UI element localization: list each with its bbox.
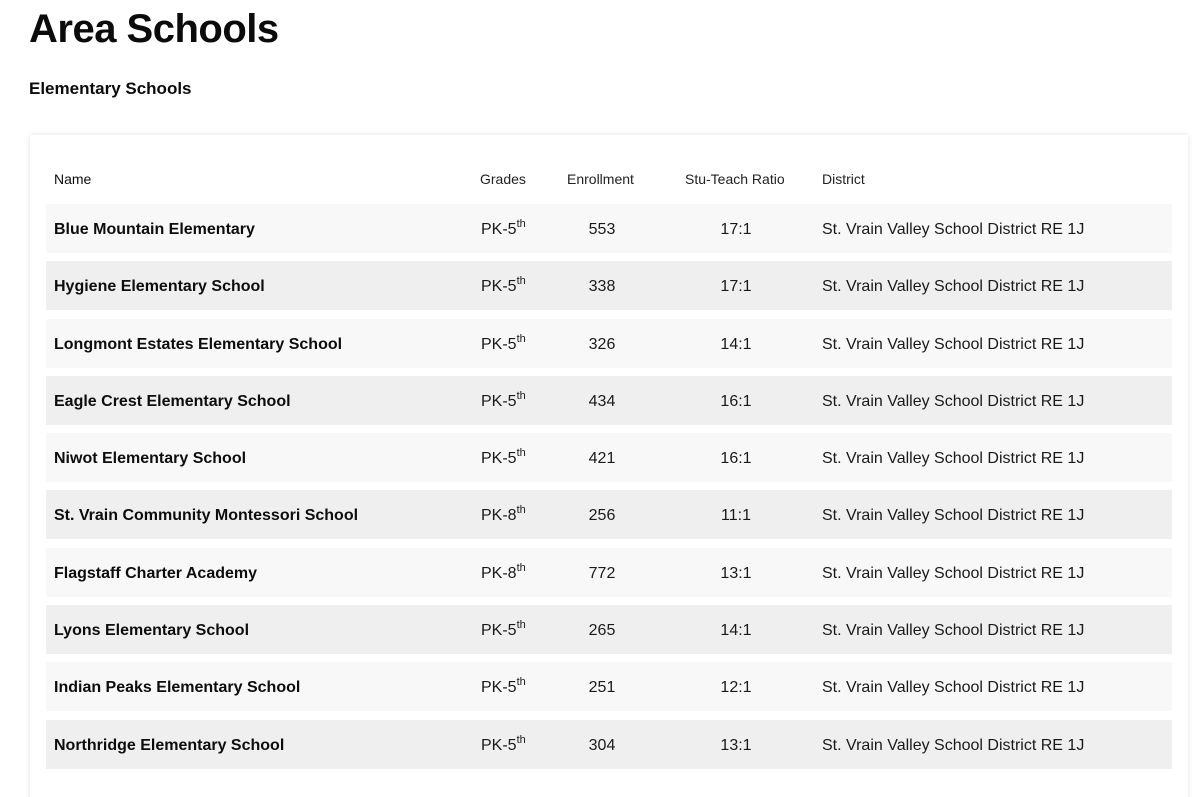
schools-table xyxy=(46,160,1172,777)
school-enrollment: 326 xyxy=(588,335,616,353)
school-name: St. Vrain Community Montessori School xyxy=(54,507,359,525)
school-enrollment: 553 xyxy=(588,221,616,238)
school-ratio: 14:1 xyxy=(720,622,752,640)
table-row xyxy=(46,261,1172,310)
school-grades: PK-5th xyxy=(481,447,526,468)
school-ratio: 17:1 xyxy=(720,278,752,296)
school-grades: PK-5th xyxy=(481,676,526,697)
grades-range: PK-8 xyxy=(481,564,517,582)
school-name: Flagstaff Charter Academy xyxy=(54,564,258,582)
school-district: St. Vrain Valley School District RE 1J xyxy=(822,507,1085,525)
school-ratio: 16:1 xyxy=(720,392,752,410)
table-body xyxy=(46,204,1172,769)
school-ratio: 13:1 xyxy=(720,736,752,754)
school-grades: PK-8th xyxy=(481,504,526,525)
table-row xyxy=(46,548,1172,597)
school-grades: PK-5th xyxy=(481,275,526,296)
school-ratio: 11:1 xyxy=(721,507,751,525)
schools-table-card xyxy=(30,135,1188,797)
page-title: Area Schools xyxy=(29,7,279,51)
table-row xyxy=(46,720,1172,769)
school-district: St. Vrain Valley School District RE 1J xyxy=(822,335,1085,353)
school-grades: PK-5th xyxy=(481,218,526,238)
school-ratio: 17:1 xyxy=(720,221,752,238)
school-enrollment: 304 xyxy=(588,736,616,754)
school-district: St. Vrain Valley School District RE 1J xyxy=(822,450,1085,468)
school-district: St. Vrain Valley School District RE 1J xyxy=(822,679,1085,697)
header-enrollment: Enrollment xyxy=(567,171,634,187)
school-name: Northridge Elementary School xyxy=(54,736,285,754)
school-district: St. Vrain Valley School District RE 1J xyxy=(822,221,1085,238)
school-district: St. Vrain Valley School District RE 1J xyxy=(822,622,1085,640)
table-row xyxy=(46,376,1172,425)
header-grades: Grades xyxy=(480,171,526,187)
school-grades: PK-5th xyxy=(481,332,526,353)
table-row xyxy=(46,319,1172,368)
header-district: District xyxy=(822,171,865,187)
school-enrollment: 434 xyxy=(588,392,616,410)
school-name: Indian Peaks Elementary School xyxy=(54,679,301,697)
table-row xyxy=(46,433,1172,482)
table-header xyxy=(46,160,1172,204)
section-title: Elementary Schools xyxy=(29,79,192,98)
school-ratio: 14:1 xyxy=(720,335,752,353)
table-row xyxy=(46,204,1172,253)
school-district: St. Vrain Valley School District RE 1J xyxy=(822,278,1085,296)
header-name: Name xyxy=(54,171,92,187)
grades-range: PK-8 xyxy=(481,507,517,525)
school-enrollment: 772 xyxy=(588,564,616,582)
school-name: Hygiene Elementary School xyxy=(54,278,265,296)
grades-range: PK-5 xyxy=(481,679,517,697)
school-enrollment: 421 xyxy=(588,450,616,468)
school-name: Longmont Estates Elementary School xyxy=(54,335,343,353)
school-grades: PK-5th xyxy=(481,733,526,754)
grades-range: PK-5 xyxy=(481,392,517,410)
table-row xyxy=(46,490,1172,539)
school-name: Niwot Elementary School xyxy=(54,450,247,468)
table-row xyxy=(46,605,1172,654)
school-district: St. Vrain Valley School District RE 1J xyxy=(822,736,1085,754)
school-name: Eagle Crest Elementary School xyxy=(54,392,291,410)
school-grades: PK-8th xyxy=(481,561,526,582)
grades-range: PK-5 xyxy=(481,335,517,353)
grades-range: PK-5 xyxy=(481,622,517,640)
school-district: St. Vrain Valley School District RE 1J xyxy=(822,564,1085,582)
school-district: St. Vrain Valley School District RE 1J xyxy=(822,392,1085,410)
grades-range: PK-5 xyxy=(481,736,517,754)
school-grades: PK-5th xyxy=(481,389,526,410)
table-row xyxy=(46,662,1172,711)
school-enrollment: 338 xyxy=(588,278,616,296)
school-enrollment: 256 xyxy=(588,507,616,525)
school-enrollment: 265 xyxy=(588,622,616,640)
school-ratio: 16:1 xyxy=(720,450,752,468)
school-enrollment: 251 xyxy=(588,679,616,697)
grades-range: PK-5 xyxy=(481,221,517,238)
school-name: Blue Mountain Elementary xyxy=(54,221,255,238)
header-ratio: Stu-Teach Ratio xyxy=(685,171,785,187)
school-ratio: 12:1 xyxy=(720,679,752,697)
school-name: Lyons Elementary School xyxy=(54,622,250,640)
school-grades: PK-5th xyxy=(481,619,526,640)
grades-range: PK-5 xyxy=(481,450,517,468)
grades-range: PK-5 xyxy=(481,278,517,296)
school-ratio: 13:1 xyxy=(720,564,752,582)
